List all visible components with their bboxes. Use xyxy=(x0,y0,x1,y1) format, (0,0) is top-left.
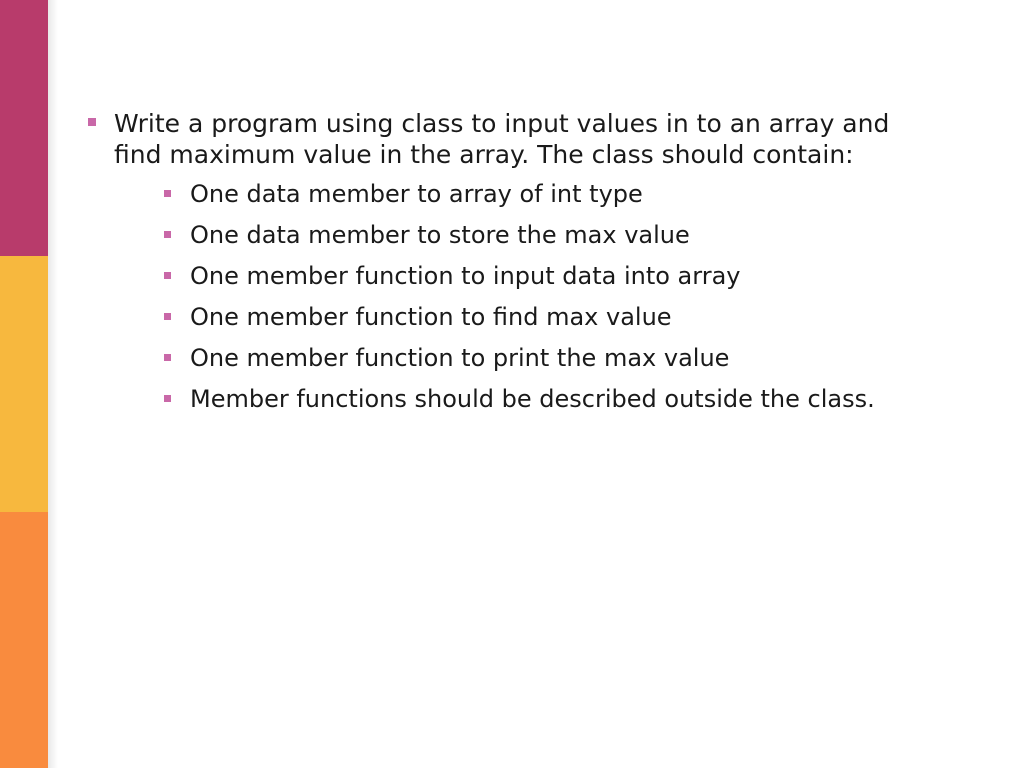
square-bullet-icon xyxy=(164,313,171,320)
square-bullet-icon xyxy=(164,272,171,279)
main-bullet-item xyxy=(88,108,908,415)
square-bullet-icon xyxy=(88,118,96,126)
sub-bullet-item xyxy=(164,384,908,415)
side-bar-segment-top xyxy=(0,0,48,256)
slide-content xyxy=(88,108,908,425)
bullet-list xyxy=(88,108,908,415)
sub-bullet-text: One member function to find max value xyxy=(190,303,672,331)
sub-bullet-item xyxy=(164,261,908,292)
sub-bullet-item xyxy=(164,179,908,210)
sub-bullet-text: One member function to input data into array xyxy=(190,262,741,290)
sub-bullet-list xyxy=(114,179,908,415)
square-bullet-icon xyxy=(164,354,171,361)
square-bullet-icon xyxy=(164,231,171,238)
side-bar-segment-middle xyxy=(0,256,48,512)
sub-bullet-item xyxy=(164,343,908,374)
side-bar-segment-bottom xyxy=(0,512,48,768)
sub-bullet-text: Member functions should be described outside the class. xyxy=(190,385,875,413)
sub-bullet-text: One data member to array of int type xyxy=(190,180,643,208)
square-bullet-icon xyxy=(164,395,171,402)
main-bullet-text: Write a program using class to input values in to an array and find maximum value in the array. The class should contain: xyxy=(114,109,890,169)
side-bar-shadow xyxy=(48,0,58,768)
decorative-side-bar xyxy=(0,0,48,768)
sub-bullet-text: One data member to store the max value xyxy=(190,221,690,249)
sub-bullet-item xyxy=(164,302,908,333)
sub-bullet-item xyxy=(164,220,908,251)
sub-bullet-text: One member function to print the max value xyxy=(190,344,730,372)
square-bullet-icon xyxy=(164,190,171,197)
